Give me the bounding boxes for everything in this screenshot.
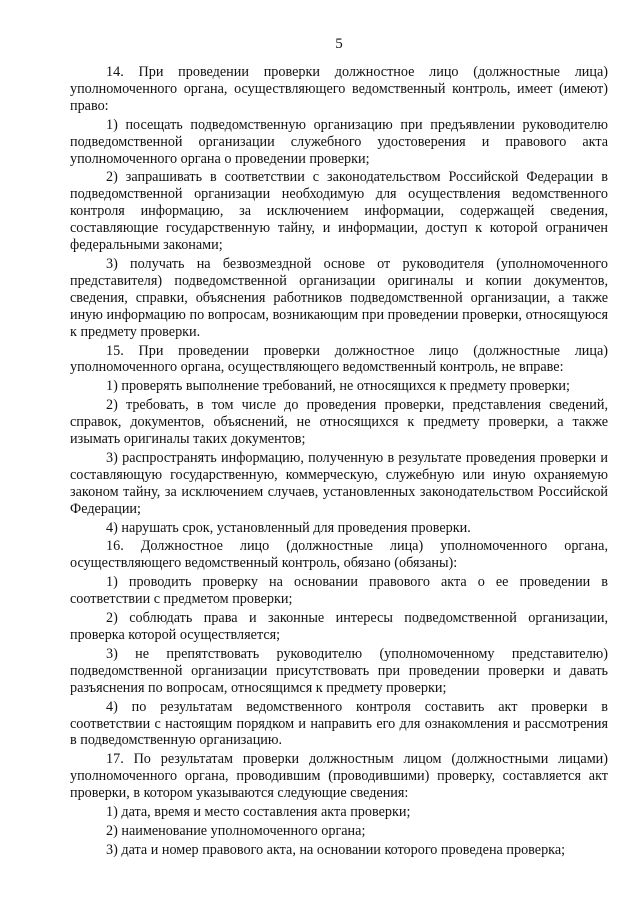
paragraph-17-item-1: 1) дата, время и место составления акта проверки;: [106, 804, 411, 821]
paragraph-15-item-1: 1) проверять выполнение требований, не относящихся к предмету проверки;: [106, 378, 570, 395]
page-number: 5: [335, 36, 343, 52]
paragraph-15-item-2: 2) требовать, в том числе до проведения проверки, представления сведений, справок, документов, объяснений, не относящихся к предмету проверки, а также изымать оригиналы таких документов;: [70, 397, 608, 448]
paragraph-16-item-1: 1) проводить проверку на основании правового акта о ее проведении в соответствии с предметом проверки;: [70, 574, 608, 608]
paragraph-17-item-2: 2) наименование уполномоченного органа;: [106, 822, 366, 839]
paragraph-15-item-4: 4) нарушать срок, установленный для проведения проверки.: [106, 519, 471, 536]
paragraph-14-item-3: 3) получать на безвозмездной основе от руководителя (уполномоченного представителя) подведомственной организации оригиналы и копии документов, сведения, справки, объяснения работников подведомственной организации, а также иную информацию по вопросам, возникающим при проведении проверки, относящуюся к предмету проверки.: [70, 255, 608, 340]
paragraph-16-item-3: 3) не препятствовать руководителю (уполномоченному представителю) подведомственной организации присутствовать при проведении проверки и давать разъяснения по вопросам, относящимся к предмету проверки;: [70, 645, 608, 696]
paragraph-17: 17. По результатам проверки должностным лицом (должностными лицами) уполномоченного органа, проводившим (проводившими) проверку, составляется акт проверки, в котором указываются следующие сведения:: [70, 751, 608, 802]
paragraph-14-item-1: 1) посещать подведомственную организацию при предъявлении руководителю подведомственной организации служебного удостоверения и правового акта уполномоченного органа о проведении проверки;: [70, 116, 608, 167]
paragraph-15: 15. При проведении проверки должностное лицо (должностные лица) уполномоченного органа, осуществляющего ведомственный контроль, не вправе:: [70, 342, 608, 376]
paragraph-16-item-2: 2) соблюдать права и законные интересы подведомственной организации, проверка которой осуществляется;: [70, 610, 608, 643]
paragraph-14-item-2: 2) запрашивать в соответствии с законодательством Российской Федерации в подведомственной организации необходимую для осуществления ведомственного контроля информацию, за исключением информации, содержащей сведения, составляющие государственную тайну, и информации, доступ к которой ограничен федеральными законами;: [70, 169, 608, 254]
paragraph-14: 14. При проведении проверки должностное лицо (должностные лица) уполномоченного органа, осуществляющего ведомственный контроль, имеет (имеют) право:: [70, 64, 608, 114]
paragraph-17-item-3: 3) дата и номер правового акта, на основании которого проведена проверка;: [106, 841, 566, 858]
paragraph-16: 16. Должностное лицо (должностные лица) уполномоченного органа, осуществляющего ведомственный контроль, обязано (обязаны):: [70, 538, 608, 572]
paragraph-15-item-3: 3) распространять информацию, полученную в результате проведения проверки и составляющую государственную, коммерческую, служебную или иную охраняемую законом тайну, за исключением случаев, установленных законодательством Российской Федерации;: [70, 449, 608, 517]
document-page: [70, 34, 608, 861]
paragraph-16-item-4: 4) по результатам ведомственного контроля составить акт проверки в соответствии с настоящим порядком и направить его для ознакомления и рассмотрения в подведомственную организацию.: [70, 698, 608, 749]
